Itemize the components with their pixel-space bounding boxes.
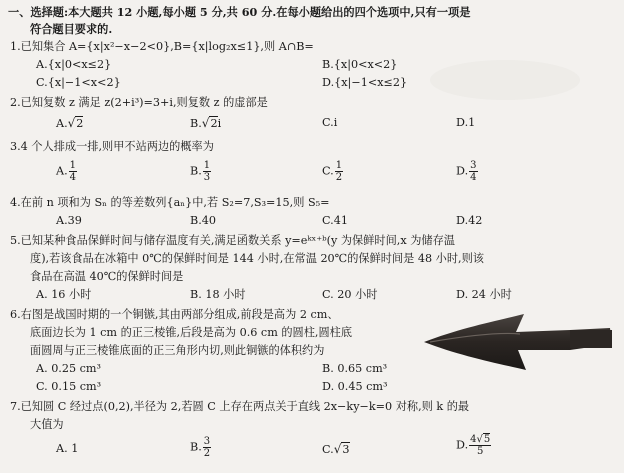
q2-option-b-label: B. [190, 117, 202, 130]
q3-option-c-label: C. [322, 164, 334, 178]
q3-stem: 3.4 个人排成一排,则甲不站两边的概率为 [10, 140, 214, 153]
q7-option-c-radicand: 3 [342, 443, 350, 456]
fraction-denominator: 5 [477, 446, 484, 457]
q2-option-d[interactable]: D.1 [456, 116, 476, 129]
q5-stem-line2: 度),若该食品在冰箱中 0℃的保鲜时间是 144 小时,在常温 20℃的保鲜时间是 48 小时,则该 [30, 252, 484, 265]
q3-option-d[interactable] [456, 160, 479, 183]
q5-option-a[interactable]: A. 16 小时 [36, 288, 92, 301]
q3-option-a-fraction [69, 160, 77, 183]
q2-option-a-radicand: 2 [76, 117, 84, 130]
q4-option-b[interactable]: B.40 [190, 214, 217, 227]
q1-option-c[interactable]: C.{x|−1<x<2} [36, 76, 121, 89]
q2-stem: 2.已知复数 z 满足 z(2+i³)=3+i,则复数 z 的虚部是 [10, 96, 268, 109]
q3-option-b-label: B. [190, 164, 202, 178]
fraction-denominator: 2 [335, 172, 343, 183]
q7-option-c[interactable]: C.√3 [322, 442, 350, 456]
numerator-coefficient: 4 [470, 434, 477, 445]
paper-smudge [430, 60, 580, 100]
q3-option-c[interactable] [322, 160, 344, 183]
fraction-numerator: 3 [470, 160, 477, 171]
fraction-denominator: 2 [203, 448, 211, 459]
q6-option-b[interactable]: B. 0.65 cm³ [322, 362, 388, 375]
q3-option-a-label: A. [56, 164, 68, 178]
q2-option-b[interactable]: B.√2i [190, 116, 222, 130]
q5-stem-line3: 食品在高温 40℃的保鲜时间是 [30, 270, 184, 283]
q2-option-b-suffix: i [217, 117, 222, 130]
q4-stem: 4.在前 n 项和为 Sₙ 的等差数列{aₙ}中,若 S₂=7,S₃=15,则 S₅= [10, 196, 330, 209]
q7-option-c-label: C. [322, 443, 334, 456]
q3-option-a[interactable] [56, 160, 78, 183]
q4-option-c[interactable]: C.41 [322, 214, 348, 227]
fraction-numerator: 3 [203, 436, 211, 447]
q6-option-c[interactable]: C. 0.15 cm³ [36, 380, 102, 393]
q7-stem-line1: 7.已知圆 C 经过点(0,2),半径为 2,若圆 C 上存在两点关于直线 2x−ky−k=0 对称,则 k 的最 [10, 400, 470, 413]
q6-stem-line1: 6.右图是战国时期的一个铜镞,其由两部分组成,前段是高为 2 cm、 [10, 308, 339, 321]
q2-option-a-label: A. [56, 117, 68, 130]
q6-stem-line3: 面圆周与正三棱锥底面的正三角形内切,则此铜镞的体积约为 [30, 344, 325, 357]
q2-option-c[interactable]: C.i [322, 116, 338, 129]
section-header-line1: 一、选择题:本大题共 12 小题,每小题 5 分,共 60 分.在每小题给出的四个选项中,只有一项是 [8, 5, 471, 19]
q7-option-d[interactable] [456, 434, 492, 457]
q7-option-d-label: D. [456, 438, 469, 452]
fraction-denominator: 4 [470, 172, 477, 183]
q1-option-d[interactable]: D.{x|−1<x≤2} [322, 76, 408, 89]
q7-option-d-fraction [469, 434, 491, 457]
q7-option-b-fraction [203, 436, 211, 459]
fraction-numerator: 1 [69, 160, 77, 171]
q7-option-a[interactable]: A. 1 [56, 442, 79, 455]
fraction-denominator: 4 [69, 172, 77, 183]
q5-option-b[interactable]: B. 18 小时 [190, 288, 246, 301]
q3-option-b-fraction [203, 160, 211, 183]
q6-stem-line2: 底面边长为 1 cm 的正三棱锥,后段是高为 0.6 cm 的圆柱,圆柱底 [30, 326, 353, 339]
q1-option-b[interactable]: B.{x|0<x<2} [322, 58, 398, 71]
arrowhead-tang [570, 330, 612, 348]
fraction-numerator: 1 [335, 160, 343, 171]
q2-option-b-radicand: 2 [210, 117, 218, 130]
fraction-numerator: 1 [203, 160, 211, 171]
section-header-line2: 符合题目要求的. [30, 22, 113, 36]
q4-option-a[interactable]: A.39 [56, 214, 82, 227]
q5-stem-line1: 5.已知某种食品保鲜时间与储存温度有关,满足函数关系 y=eᵏˣ⁺ᵇ(y 为保鲜时间,x 为储存温 [10, 234, 455, 247]
q4-option-d[interactable]: D.42 [456, 214, 483, 227]
q3-option-d-fraction [469, 160, 477, 183]
q5-option-d[interactable]: D. 24 小时 [456, 288, 512, 301]
q6-option-d[interactable]: D. 0.45 cm³ [322, 380, 388, 393]
q6-option-a[interactable]: A. 0.25 cm³ [36, 362, 102, 375]
q5-option-c[interactable]: C. 20 小时 [322, 288, 378, 301]
bronze-arrowhead-image [420, 310, 616, 374]
q3-option-b[interactable] [190, 160, 212, 183]
q1-stem: 1.已知集合 A={x|x²−x−2<0},B={x|log₂x≤1},则 A∩B= [10, 40, 314, 53]
q7-option-b[interactable] [190, 436, 212, 459]
q7-stem-line2: 大值为 [30, 418, 64, 431]
q1-option-a[interactable]: A.{x|0<x≤2} [36, 58, 112, 71]
q3-option-d-label: D. [456, 164, 469, 178]
fraction-numerator: 4√5 [470, 434, 491, 445]
q2-option-a[interactable]: A.√2 [56, 116, 84, 130]
q7-option-b-label: B. [190, 440, 202, 454]
q3-option-c-fraction [335, 160, 343, 183]
numerator-radicand: 5 [483, 434, 491, 445]
fraction-denominator: 3 [203, 172, 211, 183]
